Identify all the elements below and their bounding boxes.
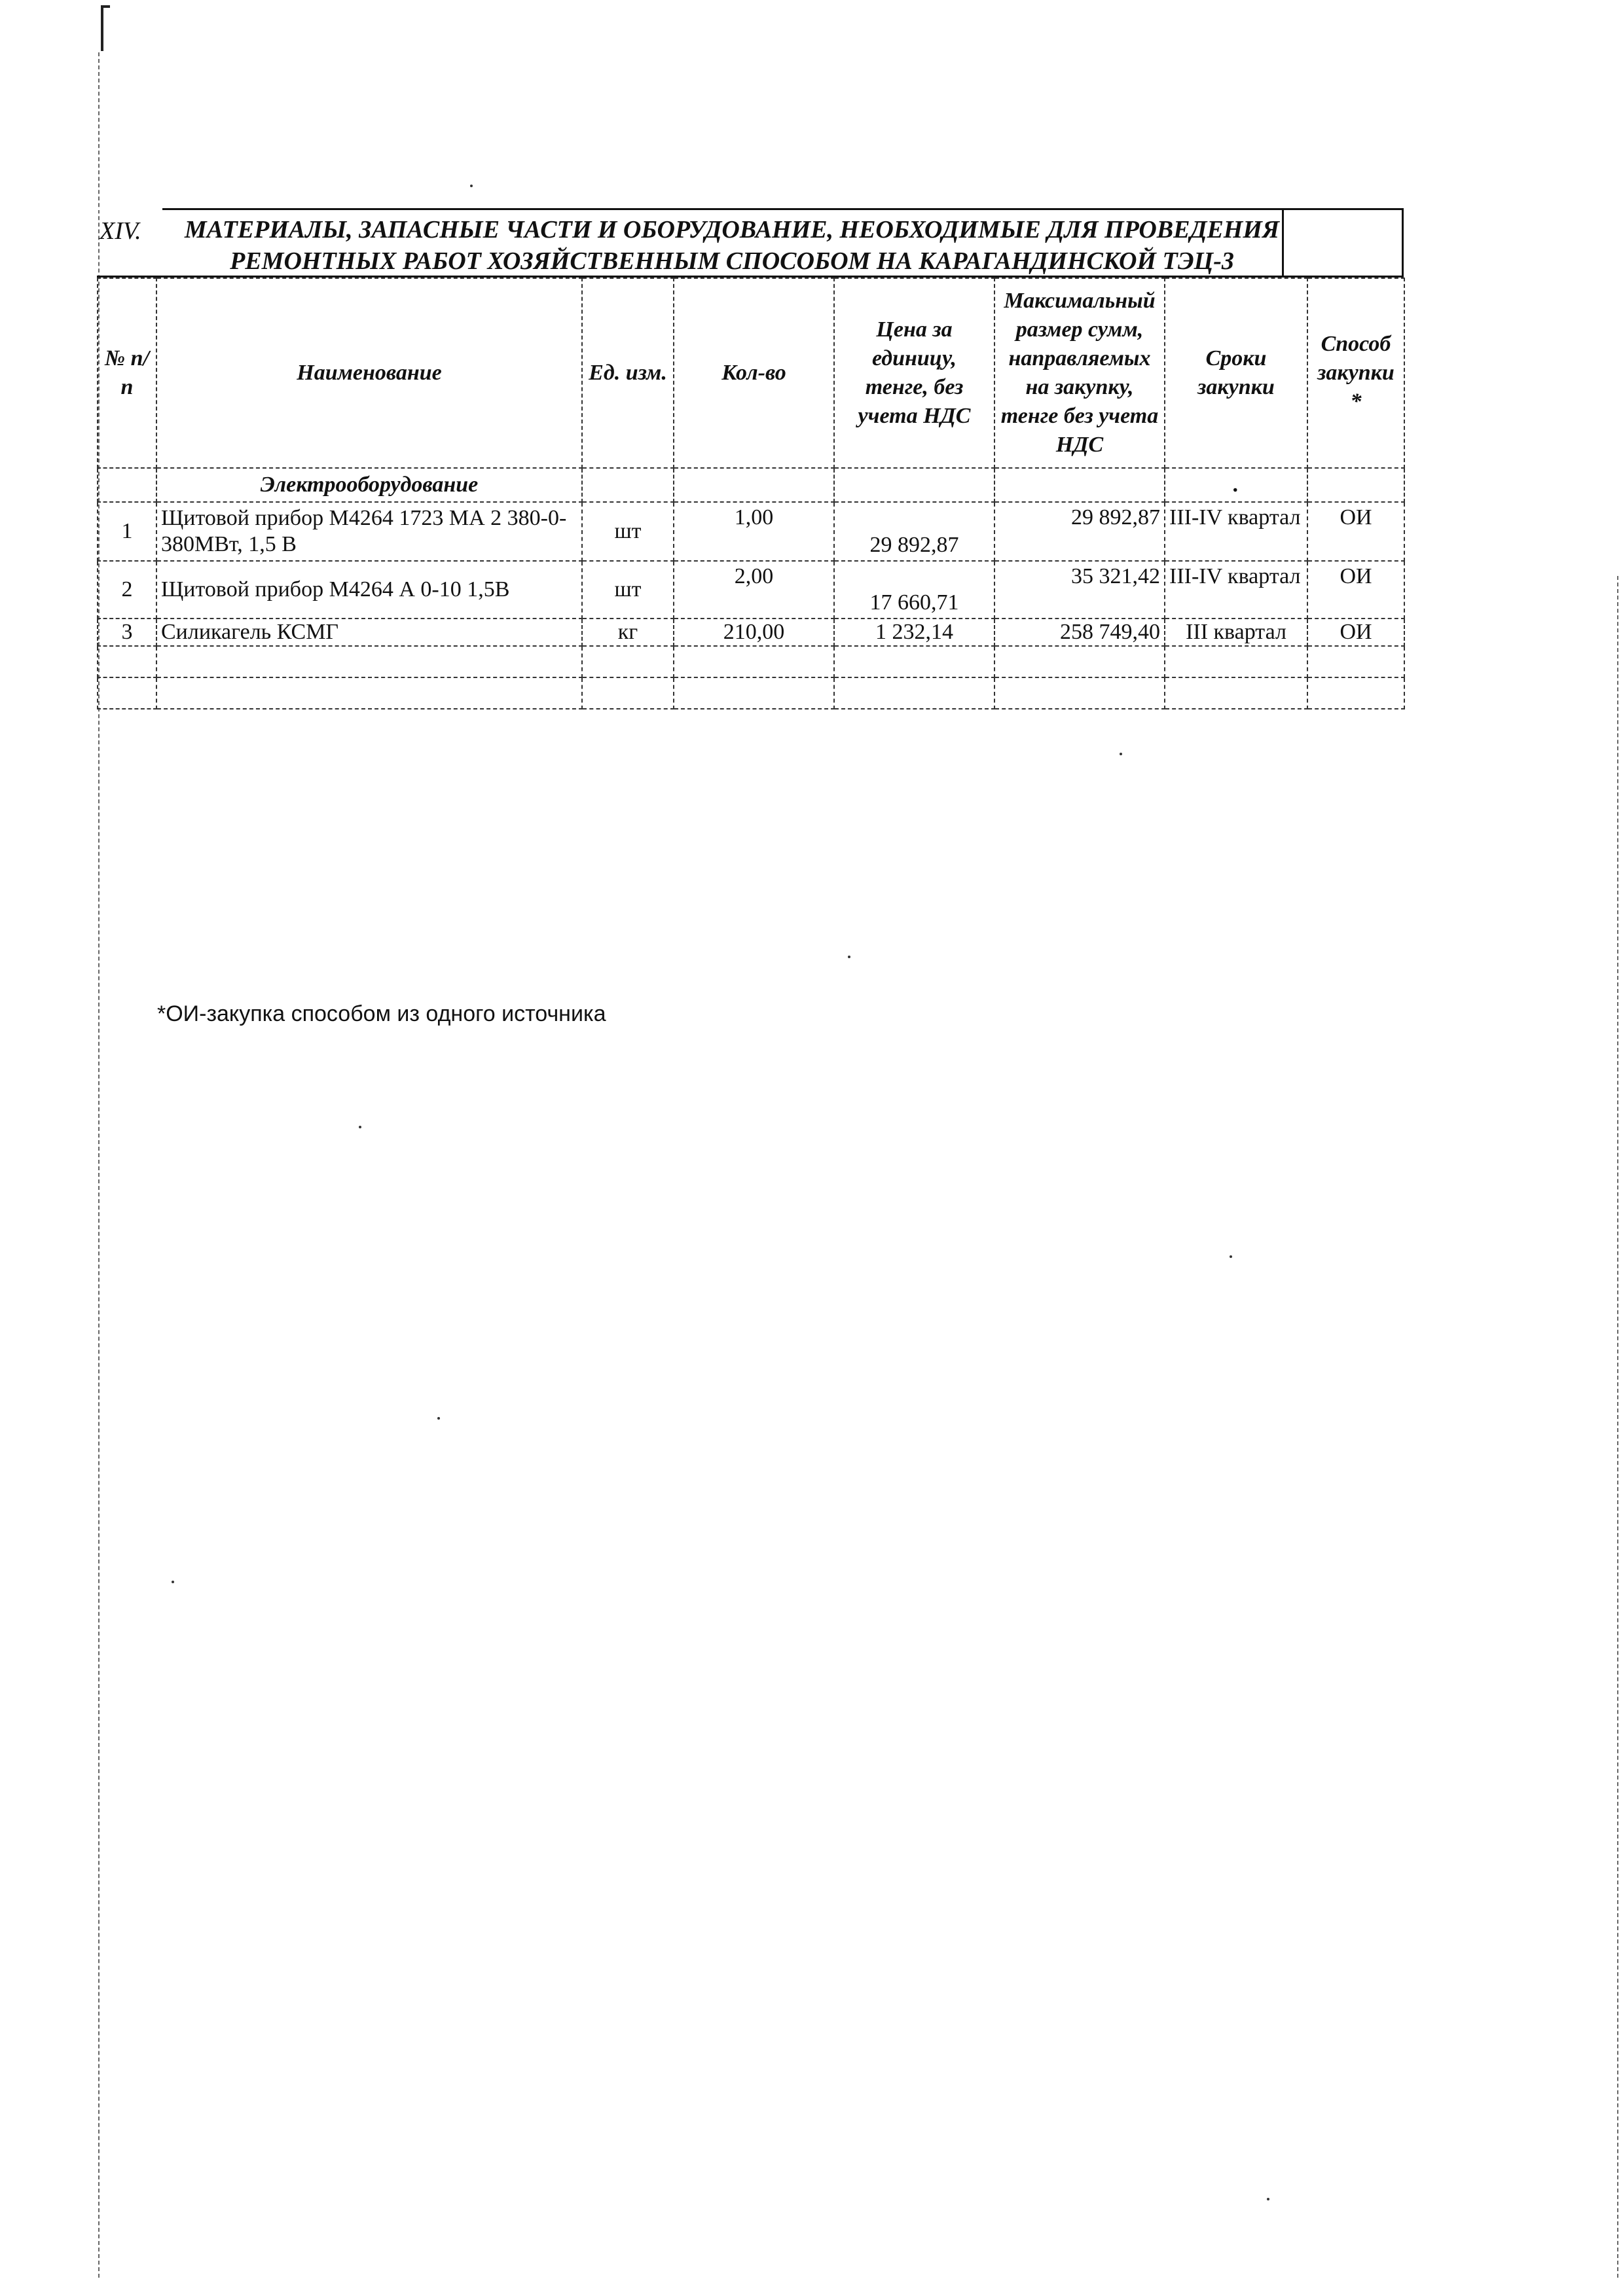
speck [1230,1255,1232,1258]
speck [172,1581,174,1583]
row-unit: шт [582,502,674,561]
header-unit: Ед. изм. [582,278,674,468]
empty-row [98,677,1404,709]
right-scan-edge [1617,576,1618,2278]
section-title-line1: МАТЕРИАЛЫ, ЗАПАСНЫЕ ЧАСТИ И ОБОРУДОВАНИЕ, НЕОБХОДИМЫЕ ДЛЯ ПРОВЕДЕНИЯ [184,216,1280,243]
table-row [98,561,1404,619]
speck [848,956,850,958]
section-number: XIV. [100,217,141,245]
row-term: III квартал [1165,619,1307,646]
footnote: *ОИ-закупка способом из одного источника [157,1001,606,1026]
header-price: Цена за единицу, тенге, без учета НДС [834,278,994,468]
section-title-line2: РЕМОНТНЫХ РАБОТ ХОЗЯЙСТВЕННЫМ СПОСОБОМ НА КАРАГАНДИНСКОЙ ТЭЦ-3 [230,247,1234,275]
row-term: III-IV квартал [1165,561,1307,619]
materials-table [97,278,1405,709]
category-mark: . [1165,468,1307,502]
header-sum: Максимальный размер сумм, направляемых на закупку, тенге без учета НДС [994,278,1165,468]
speck [359,1126,361,1128]
header-row [98,278,1404,468]
header-name: Наименование [156,278,582,468]
row-sum: 35 321,42 [994,561,1165,619]
header-num: № п/п [98,278,156,468]
row-num: 1 [98,502,156,561]
row-method: ОИ [1307,502,1404,561]
row-sum: 29 892,87 [994,502,1165,561]
scan-mark-top-left-tick [101,5,110,8]
header-qty: Кол-во [674,278,834,468]
row-num: 3 [98,619,156,646]
row-unit: шт [582,561,674,619]
category-row [98,468,1404,502]
row-method: ОИ [1307,561,1404,619]
row-unit: кг [582,619,674,646]
header-method: Способ закупки * [1307,278,1404,468]
speck [437,1417,440,1420]
row-method: ОИ [1307,619,1404,646]
speck [1120,753,1122,755]
row-qty: 1,00 [674,502,834,561]
table-row [98,502,1404,561]
row-price: 17 660,71 [834,561,994,619]
section-title-row [97,208,1404,278]
speck [470,185,473,187]
row-num: 2 [98,561,156,619]
header-term: Сроки закупки [1165,278,1307,468]
row-sum: 258 749,40 [994,619,1165,646]
row-price: 29 892,87 [834,502,994,561]
row-name: Щитовой прибор М4264 1723 МА 2 380-0-380МВт, 1,5 В [156,502,582,561]
scan-mark-top-left [101,5,103,51]
row-price: 1 232,14 [834,619,994,646]
row-name: Щитовой прибор М4264 А 0-10 1,5В [156,561,582,619]
procurement-table [97,208,1404,709]
table-row [98,619,1404,646]
section-title [175,214,1288,277]
empty-row [98,646,1404,677]
category-label: Электрооборудование [156,468,582,502]
row-qty: 210,00 [674,619,834,646]
row-qty: 2,00 [674,561,834,619]
speck [1267,2198,1269,2200]
row-name: Силикагель КСМГ [156,619,582,646]
row-term: III-IV квартал [1165,502,1307,561]
